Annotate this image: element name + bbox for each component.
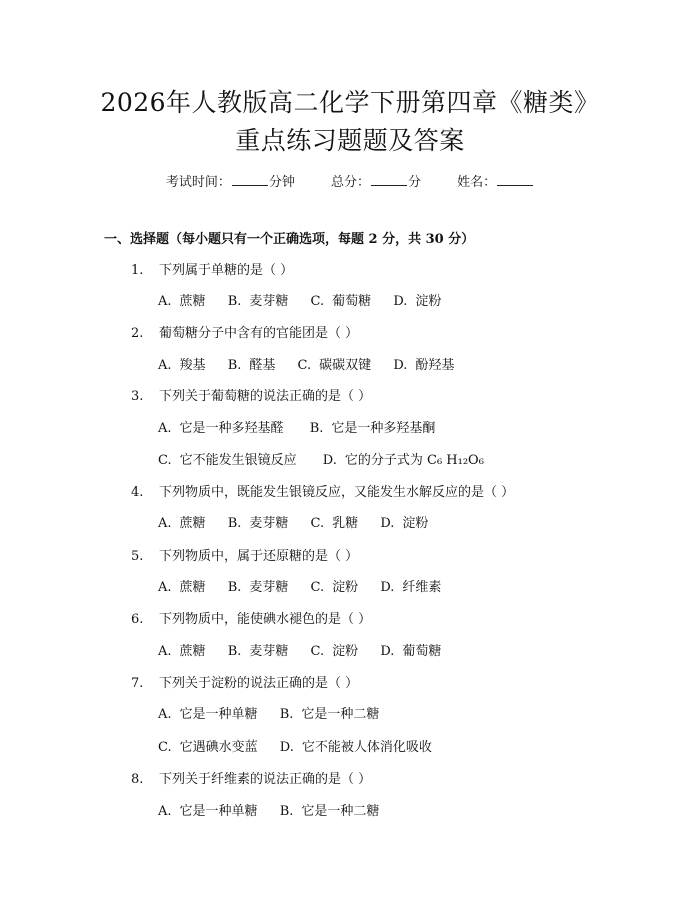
- question-number: 4.: [131, 485, 144, 500]
- option-row: [158, 293, 459, 311]
- name-blank[interactable]: [497, 171, 533, 186]
- exam-time-label: 考试时间：: [165, 175, 231, 190]
- option-d[interactable]: D. 它的分子式为 C₆ H₁₂O₆: [322, 453, 484, 468]
- option-a[interactable]: A. 它是一种单糖: [158, 707, 258, 722]
- option-c[interactable]: C. 葡萄糖: [310, 294, 372, 309]
- question-stem: [131, 262, 293, 280]
- question-text: 下列关于纤维素的说法正确的是（ ）: [159, 772, 372, 787]
- option-row: [158, 803, 397, 821]
- option-b[interactable]: B. 麦芽糖: [227, 644, 289, 659]
- name-field: [457, 171, 534, 192]
- question-stem: [131, 675, 358, 693]
- option-c[interactable]: C. 淀粉: [310, 644, 359, 659]
- option-row: [158, 420, 457, 438]
- option-row: [158, 452, 506, 470]
- page-title-line-1: 2026年人教版高二化学下册第四章《糖类》: [100, 88, 600, 117]
- option-row: [158, 357, 472, 375]
- question-text: 下列物质中，属于还原糖的是（ ）: [159, 549, 359, 564]
- option-row: [158, 579, 459, 597]
- exam-time-field: [166, 171, 295, 192]
- option-b[interactable]: B. 麦芽糖: [227, 580, 289, 595]
- question-stem: [131, 325, 358, 343]
- question-text: 下列属于单糖的是（ ）: [159, 263, 294, 278]
- option-a[interactable]: A. 它是一种单糖: [158, 804, 258, 819]
- question-stem: [131, 548, 358, 566]
- option-a[interactable]: A. 蔗糖: [158, 644, 206, 659]
- option-a[interactable]: A. 它是一种多羟基醛: [158, 421, 284, 436]
- question-stem: [131, 388, 371, 406]
- option-d[interactable]: D. 淀粉: [380, 516, 429, 531]
- section-heading: 一、选择题（每小题只有一个正确选项，每题 2 分，共 30 分）: [104, 232, 475, 247]
- option-b[interactable]: B. 它是一种二糖: [279, 804, 380, 819]
- option-c[interactable]: C. 它遇碘水变蓝: [158, 740, 258, 755]
- option-a[interactable]: A. 蔗糖: [158, 580, 206, 595]
- exam-meta-row: [0, 171, 700, 192]
- question-stem: [131, 484, 514, 502]
- option-row: [158, 706, 397, 724]
- question-number: 6.: [131, 612, 144, 627]
- option-d[interactable]: D. 纤维素: [380, 580, 442, 595]
- option-a[interactable]: A. 羧基: [158, 358, 206, 373]
- option-b[interactable]: B. 醛基: [227, 358, 276, 373]
- question-text: 下列物质中，能使碘水褪色的是（ ）: [159, 612, 372, 627]
- question-text: 下列关于淀粉的说法正确的是（ ）: [159, 676, 359, 691]
- option-d[interactable]: D. 葡萄糖: [380, 644, 442, 659]
- question-text: 下列关于葡萄糖的说法正确的是（ ）: [159, 389, 372, 404]
- option-b[interactable]: B. 它是一种多羟基酮: [309, 421, 436, 436]
- option-d[interactable]: D. 酚羟基: [393, 358, 455, 373]
- total-score-label: 总分：: [330, 175, 370, 190]
- question-number: 8.: [131, 772, 144, 787]
- question-text: 下列物质中，既能发生银镜反应，又能发生水解反应的是（ ）: [159, 485, 515, 500]
- total-score-field: [331, 171, 421, 192]
- name-label: 姓名：: [457, 175, 497, 190]
- option-d[interactable]: D. 它不能被人体消化吸收: [279, 740, 432, 755]
- option-a[interactable]: A. 蔗糖: [158, 516, 206, 531]
- question-number: 1.: [131, 263, 144, 278]
- total-score-unit: 分: [408, 175, 422, 190]
- exam-time-unit: 分钟: [268, 175, 295, 190]
- option-d[interactable]: D. 淀粉: [393, 294, 442, 309]
- question-number: 2.: [131, 326, 144, 341]
- exam-time-blank[interactable]: [232, 171, 268, 186]
- option-b[interactable]: B. 它是一种二糖: [279, 707, 380, 722]
- question-number: 3.: [131, 389, 144, 404]
- total-score-blank[interactable]: [371, 171, 407, 186]
- option-row: [158, 643, 459, 661]
- option-a[interactable]: A. 蔗糖: [158, 294, 206, 309]
- option-b[interactable]: B. 麦芽糖: [227, 294, 289, 309]
- option-c[interactable]: C. 它不能发生银镜反应: [158, 453, 297, 468]
- option-row: [158, 739, 450, 757]
- option-c[interactable]: C. 淀粉: [310, 580, 359, 595]
- option-row: [158, 515, 446, 533]
- question-stem: [131, 611, 371, 629]
- option-c[interactable]: C. 碳碳双键: [297, 358, 372, 373]
- question-text: 葡萄糖分子中含有的官能团是（ ）: [159, 326, 359, 341]
- option-b[interactable]: B. 麦芽糖: [227, 516, 289, 531]
- question-stem: [131, 771, 371, 789]
- question-number: 7.: [131, 676, 144, 691]
- option-c[interactable]: C. 乳糖: [310, 516, 359, 531]
- question-number: 5.: [131, 549, 144, 564]
- page-title-line-2: 重点练习题题及答案: [235, 126, 465, 155]
